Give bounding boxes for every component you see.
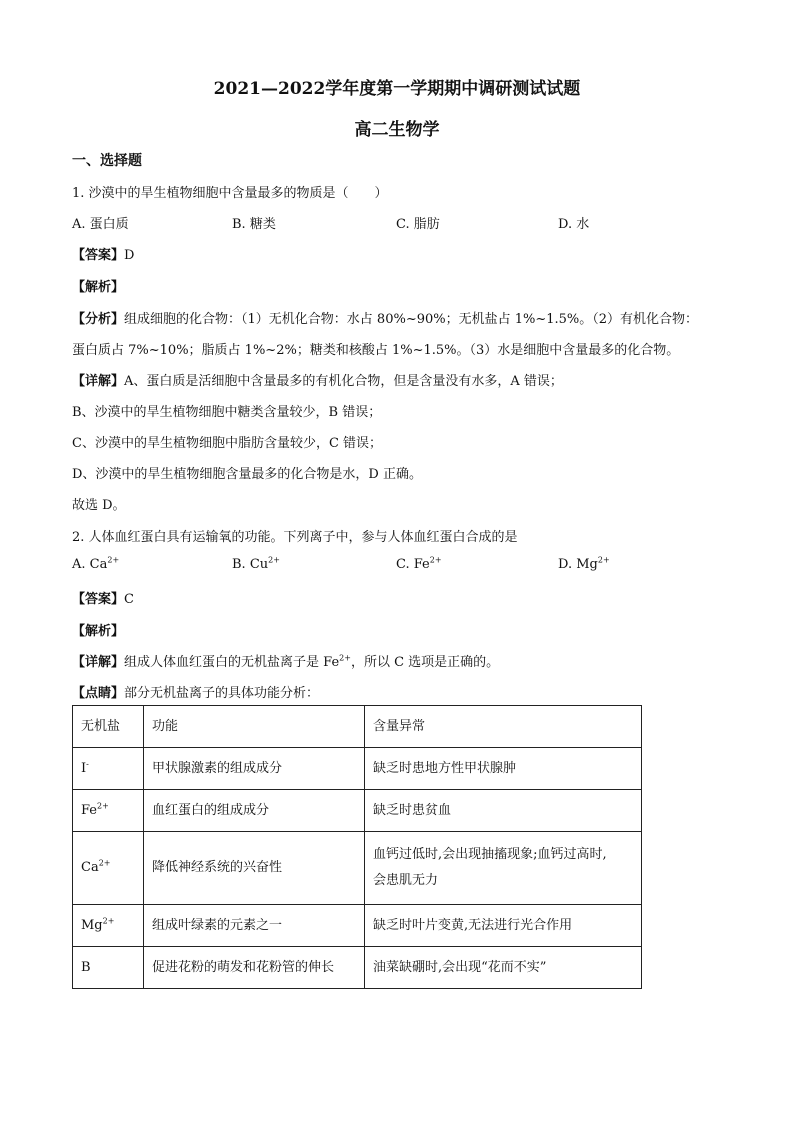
q2-stem: 2. 人体血红蛋白具有运输氧的功能。下列离子中，参与人体血红蛋白合成的是 [72,530,518,545]
dianjing-text: 部分无机盐离子的具体功能分析： [124,686,320,701]
salt-cell [73,832,144,905]
fenxi-tag: 【分析】 [72,312,125,327]
page-subtitle: 高二生物学 [354,120,440,140]
q1-option-c: C. 脂肪 [396,217,440,232]
option-text: C. Fe [396,557,430,572]
salt-symbol: Ca [81,860,99,875]
abnormal-line: 会患肌无力 [373,873,439,888]
q1-option-d: D. 水 [558,217,590,232]
q1-fenxi-line1 [72,308,698,327]
xiangjie-text: A、蛋白质是活细胞中含量最多的有机化合物，但是含量没有水多，A 错误； [124,374,563,389]
table-row [73,832,642,905]
q1-option-b: B. 糖类 [232,217,276,232]
function-cell: 甲状腺激素的组成成分 [144,748,365,790]
q2-xiangjie [72,651,499,670]
xiangjie-pre: 组成人体血红蛋白的无机盐离子是 Fe [124,655,340,670]
q1-line-d: D、沙漠中的旱生植物细胞含量最多的化合物是水，D 正确。 [72,467,422,482]
q2-answer [72,588,134,607]
q2-option-d [558,557,610,572]
table-header-row [73,706,642,748]
salt-cell [73,905,144,947]
q1-option-a: A. 蛋白质 [72,217,129,232]
dianjing-tag: 【点睛】 [72,686,125,701]
q1-fenxi-line2: 蛋白质占 7%~10%；脂质占 1%~2%；糖类和核酸占 1%~1.5%。（3）水是细胞中含量最多的化合物。 [72,343,680,358]
table-header-cell: 无机盐 [73,706,144,748]
fenxi-text: 组成细胞的化合物：（1）无机化合物：水占 80%~90%；无机盐占 1%~1.5%。（2）有机化合物： [124,312,699,327]
salt-symbol: Mg [81,917,103,933]
q1-conclusion: 故选 D。 [72,498,126,513]
xiangjie-tag: 【详解】 [72,655,125,670]
function-cell: 组成叶绿素的元素之一 [144,905,365,947]
salt-cell [73,748,144,790]
q1-line-b: B、沙漠中的旱生植物细胞中糖类含量较少，B 错误； [72,405,382,420]
option-sup: 2+ [429,555,442,565]
page-title: 2021—2022学年度第一学期期中调研测试试题 [213,79,581,99]
salt-cell [73,947,144,989]
salt-symbol: I [81,760,87,776]
table-row [73,790,642,832]
section-heading: 一、选择题 [72,153,142,169]
function-cell: 降低神经系统的兴奋性 [144,832,365,905]
answer-tag: 【答案】 [72,592,125,607]
q1-analysis-tag: 【解析】 [72,280,125,295]
option-sup: 2+ [268,555,280,565]
table-row [73,905,642,947]
abnormal-cell: 缺乏时叶片变黄,无法进行光合作用 [365,905,642,947]
option-text: A. Ca [72,557,108,572]
table-row [73,947,642,989]
function-cell: 促进花粉的萌发和花粉管的伸长 [144,947,365,989]
q2-option-b [232,557,280,572]
xiangjie-tag: 【详解】 [72,374,125,389]
abnormal-cell: 缺乏时患地方性甲状腺肿 [365,748,642,790]
q2-analysis-tag: 【解析】 [72,624,125,639]
salt-charge: - [86,759,89,769]
salt-cell [73,790,144,832]
answer-tag: 【答案】 [72,248,125,263]
q1-xiangjie-a [72,370,563,389]
salt-charge: 2+ [98,858,111,868]
table-row [73,748,642,790]
q2-option-a [72,557,119,572]
inorganic-salt-table [72,705,642,989]
option-text: D. Mg [558,557,598,572]
function-cell: 血红蛋白的组成成分 [144,790,365,832]
q1-line-c: C、沙漠中的旱生植物细胞中脂肪含量较少，C 错误； [72,436,383,451]
q2-option-c [396,557,442,572]
xiangjie-sup: 2+ [339,653,351,663]
abnormal-cell: 油菜缺硼时,会出现“花而不实” [365,947,642,989]
abnormal-line: 血钙过低时,会出现抽搐现象;血钙过高时, [373,847,607,862]
abnormal-cell: 缺乏时患贫血 [365,790,642,832]
salt-symbol: B [81,959,91,975]
answer-value: D [124,248,135,263]
table-header-cell: 功能 [144,706,365,748]
salt-charge: 2+ [97,801,109,811]
q1-stem: 1. 沙漠中的旱生植物细胞中含量最多的物质是（ ） [72,186,388,201]
q2-dianjing [72,682,319,701]
option-text: B. Cu [232,557,269,572]
option-sup: 2+ [107,555,120,565]
table-header-cell: 含量异常 [365,706,642,748]
salt-charge: 2+ [102,916,115,926]
answer-value: C [124,592,134,607]
q1-answer [72,244,134,263]
abnormal-cell [365,832,642,905]
xiangjie-post: ，所以 C 选项是正确的。 [350,655,500,670]
salt-symbol: Fe [81,802,98,818]
option-sup: 2+ [597,555,610,565]
